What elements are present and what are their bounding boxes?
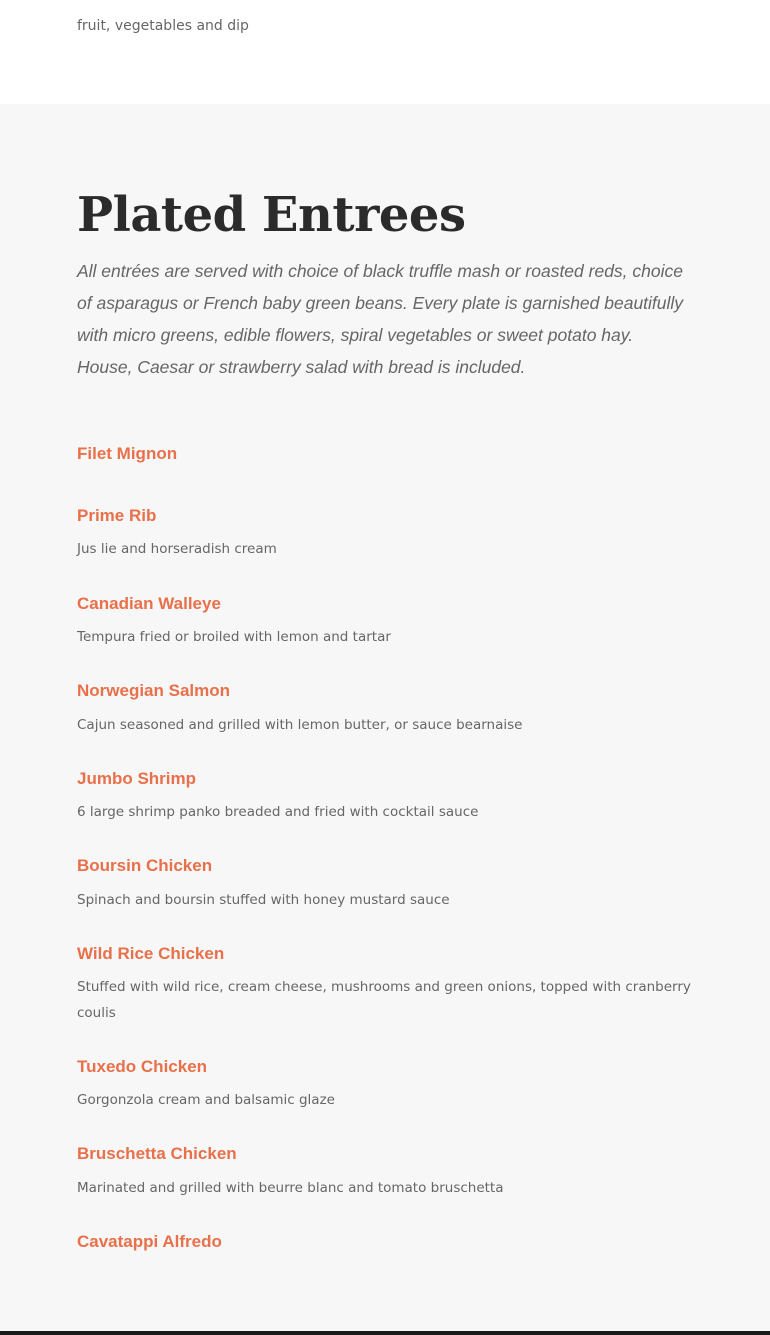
menu-item-name-norwegian-salmon: Norwegian Salmon [77,681,231,700]
menu-item-name-tuxedo-chicken: Tuxedo Chicken [77,1057,208,1076]
menu-item-name-wild-rice-chicken: Wild Rice Chicken [77,944,225,963]
menu-item-desc-wild-rice-chicken: Stuffed with wild rice, cream cheese, mushrooms and green onions, topped with cranberry coulis [77,979,691,1021]
menu-item-desc-tuxedo-chicken: Gorgonzola cream and balsamic glaze [77,1092,335,1108]
menu-item-desc-canadian-walleye: Tempura fried or broiled with lemon and tartar [77,629,391,645]
menu-item-name-canadian-walleye: Canadian Walleye [77,594,221,613]
section-intro: All entrées are served with choice of black truffle mash or roasted reds, choice of asparagus or French baby green beans. Every plate is garnished beautifully with micro greens, edible flowers, spiral vegetables or sweet potato hay. House, Caesar or strawberry salad with bread is included. [77,261,684,377]
previous-section [0,0,770,104]
section-title: Plated Entrees [77,187,466,243]
menu-item-name-bruschetta-chicken: Bruschetta Chicken [77,1144,237,1163]
menu-item-name-prime-rib: Prime Rib [77,506,157,525]
previous-section-text: fruit, vegetables and dip [77,18,249,34]
menu-item-name-filet-mignon: Filet Mignon [77,444,178,463]
menu-item-desc-boursin-chicken: Spinach and boursin stuffed with honey mustard sauce [77,892,450,908]
menu-item-desc-norwegian-salmon: Cajun seasoned and grilled with lemon butter, or sauce bearnaise [77,717,523,733]
menu-item-desc-jumbo-shrimp: 6 large shrimp panko breaded and fried with cocktail sauce [77,804,479,820]
menu-item-name-jumbo-shrimp: Jumbo Shrimp [77,769,197,788]
menu-item-desc-prime-rib: Jus lie and horseradish cream [77,541,277,557]
menu-item-name-boursin-chicken: Boursin Chicken [77,856,213,875]
menu-item-name-cavatappi-alfredo: Cavatappi Alfredo [77,1232,222,1251]
menu-item-desc-bruschetta-chicken: Marinated and grilled with beurre blanc and tomato bruschetta [77,1180,504,1196]
footer-divider-bar [0,1331,770,1335]
